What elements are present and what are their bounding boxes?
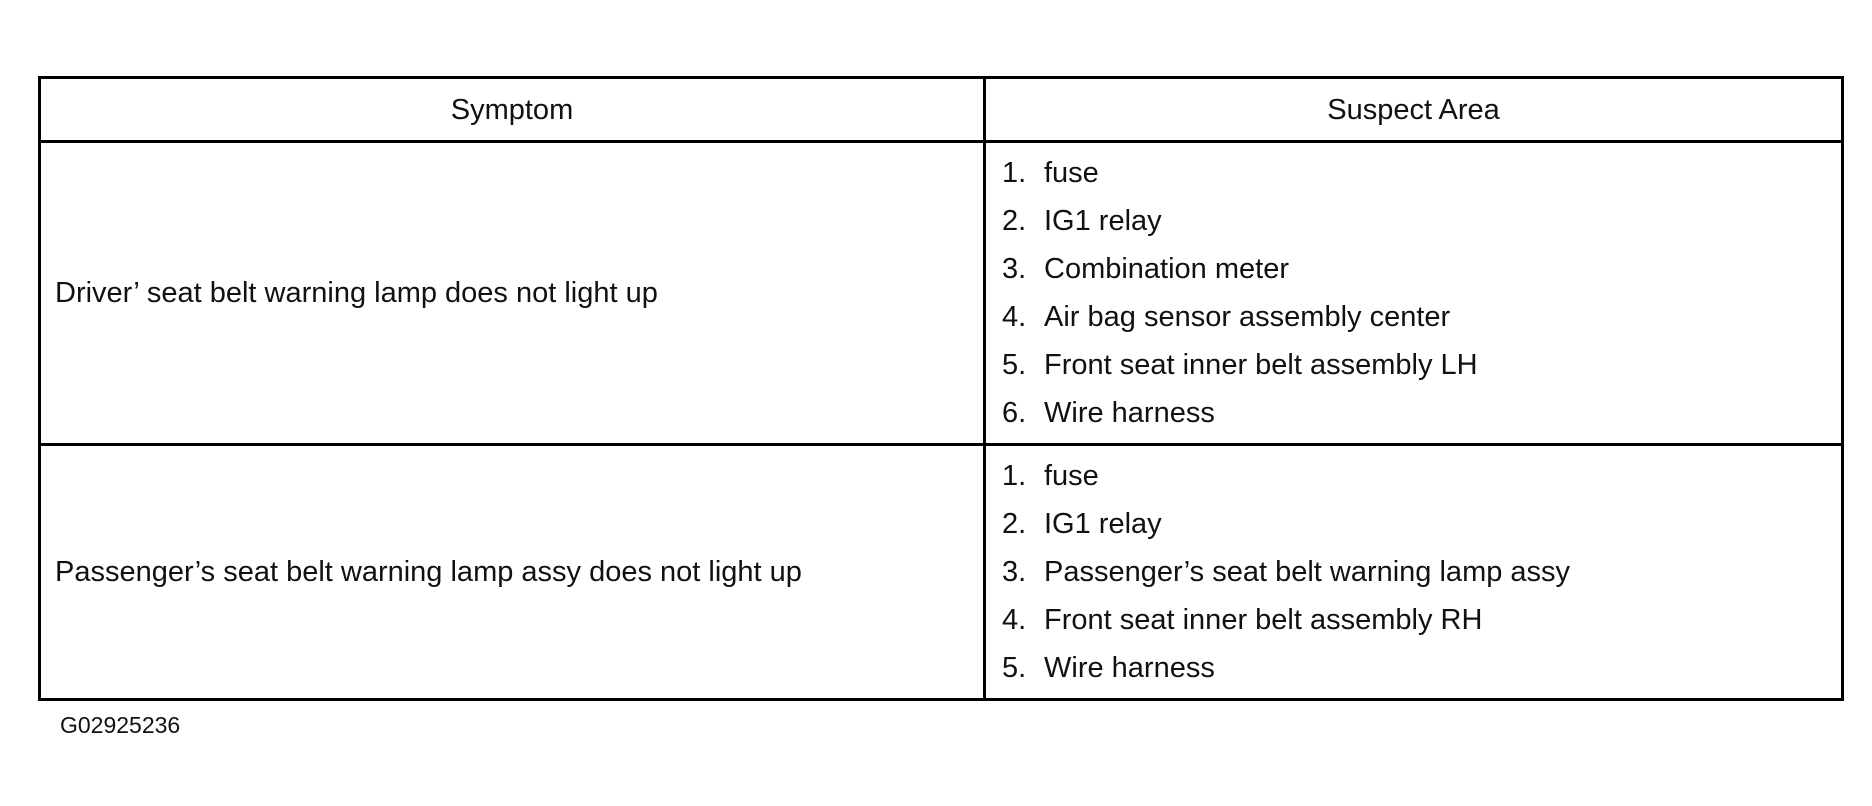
item-number: 3. (1002, 556, 1027, 588)
symptom-table (38, 76, 1844, 701)
header-symptom: Symptom (40, 78, 985, 142)
item-text: IG1 relay (1044, 205, 1162, 237)
item-number: 1. (1002, 460, 1027, 492)
item-number: 3. (1002, 253, 1027, 285)
suspect-area-cell (985, 445, 1843, 700)
item-number: 2. (1002, 205, 1027, 237)
symptom-cell: Driver’ seat belt warning lamp does not light up (40, 142, 985, 445)
item-number: 4. (1002, 301, 1027, 333)
item-number: 5. (1002, 652, 1027, 684)
suspect-area-cell (985, 142, 1843, 445)
item-text: Wire harness (1044, 652, 1215, 684)
header-suspect-area: Suspect Area (985, 78, 1843, 142)
list-item (1002, 452, 1841, 500)
figure-code: G02925236 (60, 712, 181, 738)
list-item (1002, 149, 1841, 197)
item-text: fuse (1044, 157, 1099, 189)
list-item (1002, 197, 1841, 245)
item-text: Front seat inner belt assembly RH (1044, 604, 1483, 636)
list-item (1002, 293, 1841, 341)
item-text: Combination meter (1044, 253, 1289, 285)
table-header-row (40, 78, 1843, 142)
symptom-table-container (38, 76, 1841, 701)
item-text: Air bag sensor assembly center (1044, 301, 1451, 333)
item-text: Passenger’s seat belt warning lamp assy (1044, 556, 1571, 588)
item-text: Wire harness (1044, 397, 1215, 429)
suspect-list (1002, 149, 1841, 437)
item-number: 5. (1002, 349, 1027, 381)
item-number: 6. (1002, 397, 1027, 429)
symptom-cell: Passenger’s seat belt warning lamp assy does not light up (40, 445, 985, 700)
list-item (1002, 245, 1841, 293)
item-text: Front seat inner belt assembly LH (1044, 349, 1478, 381)
table-row (40, 142, 1843, 445)
item-number: 2. (1002, 508, 1027, 540)
table-row (40, 445, 1843, 700)
item-number: 1. (1002, 157, 1027, 189)
list-item (1002, 389, 1841, 437)
list-item (1002, 500, 1841, 548)
list-item (1002, 644, 1841, 692)
list-item (1002, 596, 1841, 644)
list-item (1002, 341, 1841, 389)
list-item (1002, 548, 1841, 596)
item-number: 4. (1002, 604, 1027, 636)
suspect-list (1002, 452, 1841, 692)
item-text: fuse (1044, 460, 1099, 492)
item-text: IG1 relay (1044, 508, 1162, 540)
